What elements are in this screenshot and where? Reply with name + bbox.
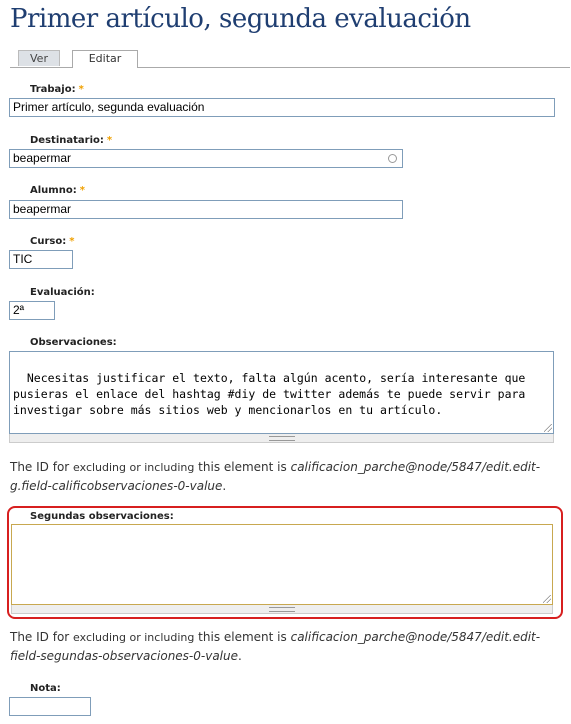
required-mark: * (69, 236, 75, 247)
segundas-observaciones-label: Segundas observaciones: (30, 511, 174, 522)
resize-corner-icon[interactable] (543, 595, 551, 603)
destinatario-value: beapermar (13, 151, 72, 165)
autocomplete-throbber-icon (388, 154, 397, 163)
page-title: Primer artículo, segunda evaluación (10, 4, 471, 34)
alumno-field[interactable]: beapermar (9, 200, 403, 219)
required-mark: * (78, 84, 84, 95)
nota-field[interactable] (9, 697, 91, 716)
destinatario-field[interactable] (9, 149, 403, 168)
observaciones-resize-grip[interactable] (9, 434, 554, 443)
trabajo-field[interactable]: Primer artículo, segunda evaluación (9, 98, 555, 117)
destinatario-label: Destinatario: * (30, 135, 113, 146)
observaciones-textarea[interactable] (9, 351, 554, 434)
evaluacion-field[interactable]: 2ª (9, 301, 55, 320)
observaciones-label: Observaciones: (30, 337, 117, 348)
nota-label: Nota: (30, 683, 61, 694)
segundas-observaciones-resize-grip[interactable] (11, 605, 553, 614)
trabajo-label: Trabajo: * (30, 84, 84, 95)
segundas-help-text: The ID for excluding or including this element is calificacion_parche@node/5847/edit.edit-field-segundas-observaciones-0-value. (10, 630, 541, 663)
alumno-label: Alumno: * (30, 185, 85, 196)
observaciones-text: Necesitas justificar el texto, falta algún acento, sería interesante que pusieras el enlace del hashtag #diy de twitter además te puede servir para investigar sobre más sitios web y mencionarlos en tu artículo. (13, 371, 533, 417)
tab-bar (10, 50, 570, 68)
tab-edit[interactable]: Editar (72, 50, 138, 68)
required-mark: * (79, 185, 85, 196)
resize-corner-icon[interactable] (544, 424, 552, 432)
evaluacion-label: Evaluación: (30, 287, 95, 298)
segundas-observaciones-textarea[interactable] (11, 524, 553, 605)
required-mark: * (106, 135, 113, 146)
curso-label: Curso: * (30, 236, 75, 247)
curso-field[interactable]: TIC (9, 250, 73, 269)
observaciones-help-text: The ID for excluding or including this element is calificacion_parche@node/5847/edit.edit-g.field-calificobservaciones-0-value. (10, 460, 541, 493)
tab-view[interactable]: Ver (18, 50, 60, 66)
